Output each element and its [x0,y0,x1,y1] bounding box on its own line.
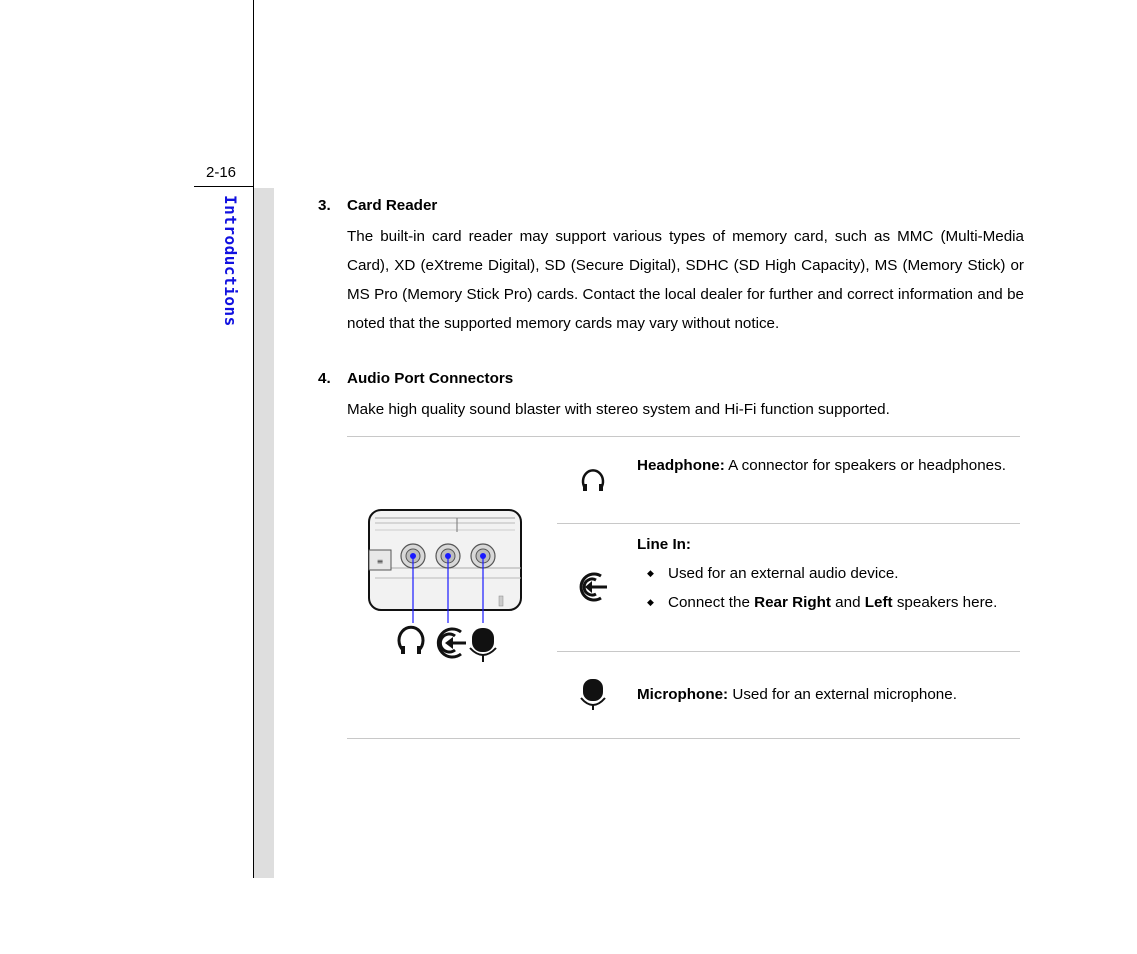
microphone-description [637,680,1020,709]
page-number: 2-16 [206,164,237,181]
line-in-label: Line In: [637,536,691,553]
svg-text:≡: ≡ [376,557,384,566]
bullet-text-part: Connect the [668,594,750,611]
row-divider [557,651,1020,652]
bullet-text-part: speakers here. [896,594,998,611]
line-in-bullet [637,588,1020,617]
section-title: Audio Port Connectors [347,370,514,387]
headphone-label: Headphone: [637,457,725,474]
headphone-text: A connector for speakers or headphones. [728,457,1006,474]
table-bottom-rule [347,738,1020,739]
bullet-text-bold: Left [864,594,893,611]
section-card-reader [318,195,1024,338]
line-in-bullet-text: Used for an external audio device. [668,565,899,582]
microphone-icon [470,628,496,662]
bullet-text-part: and [835,594,861,611]
section-number: 3. [318,197,331,214]
row-divider [557,523,1020,524]
microphone-text: Used for an external microphone. [732,686,957,703]
diamond-bullet-icon: ◆ [647,597,654,607]
section-heading [318,195,1024,217]
diamond-bullet-icon: ◆ [647,568,654,578]
line-in-description [637,530,1020,617]
sidebar-bar [254,188,274,878]
chapter-side-title: Introductions [221,195,240,327]
table-top-rule [347,436,1020,437]
section-title: Card Reader [347,197,438,214]
microphone-icon [577,678,609,710]
bullet-text-bold: Rear Right [754,594,831,611]
headphone-icon [399,627,423,654]
section-body: Make high quality sound blaster with stereo system and Hi-Fi function supported. [347,401,890,418]
page-number-rule [194,186,254,187]
section-audio-ports [318,368,1024,424]
headphone-description [637,451,1020,480]
line-in-icon [577,571,609,603]
audio-ports-diagram [367,508,527,668]
headphone-icon [577,464,609,496]
section-heading [318,368,1024,390]
section-body: The built-in card reader may support various types of memory card, such as MMC (Multi-Media Card), XD (eXtreme Digital), SD (Secure Digital), SDHC (SD High Capacity), MS (Memory Stick) or MS Pro (Memory Stick Pro) cards. Contact the local dealer for further and correct information and be noted that the supported memory cards may vary without notice. [347,228,1024,332]
audio-ports-table [347,436,1020,739]
microphone-label: Microphone: [637,686,729,703]
section-number: 4. [318,370,331,387]
line-in-icon [438,629,466,657]
line-in-bullet [637,559,1020,588]
